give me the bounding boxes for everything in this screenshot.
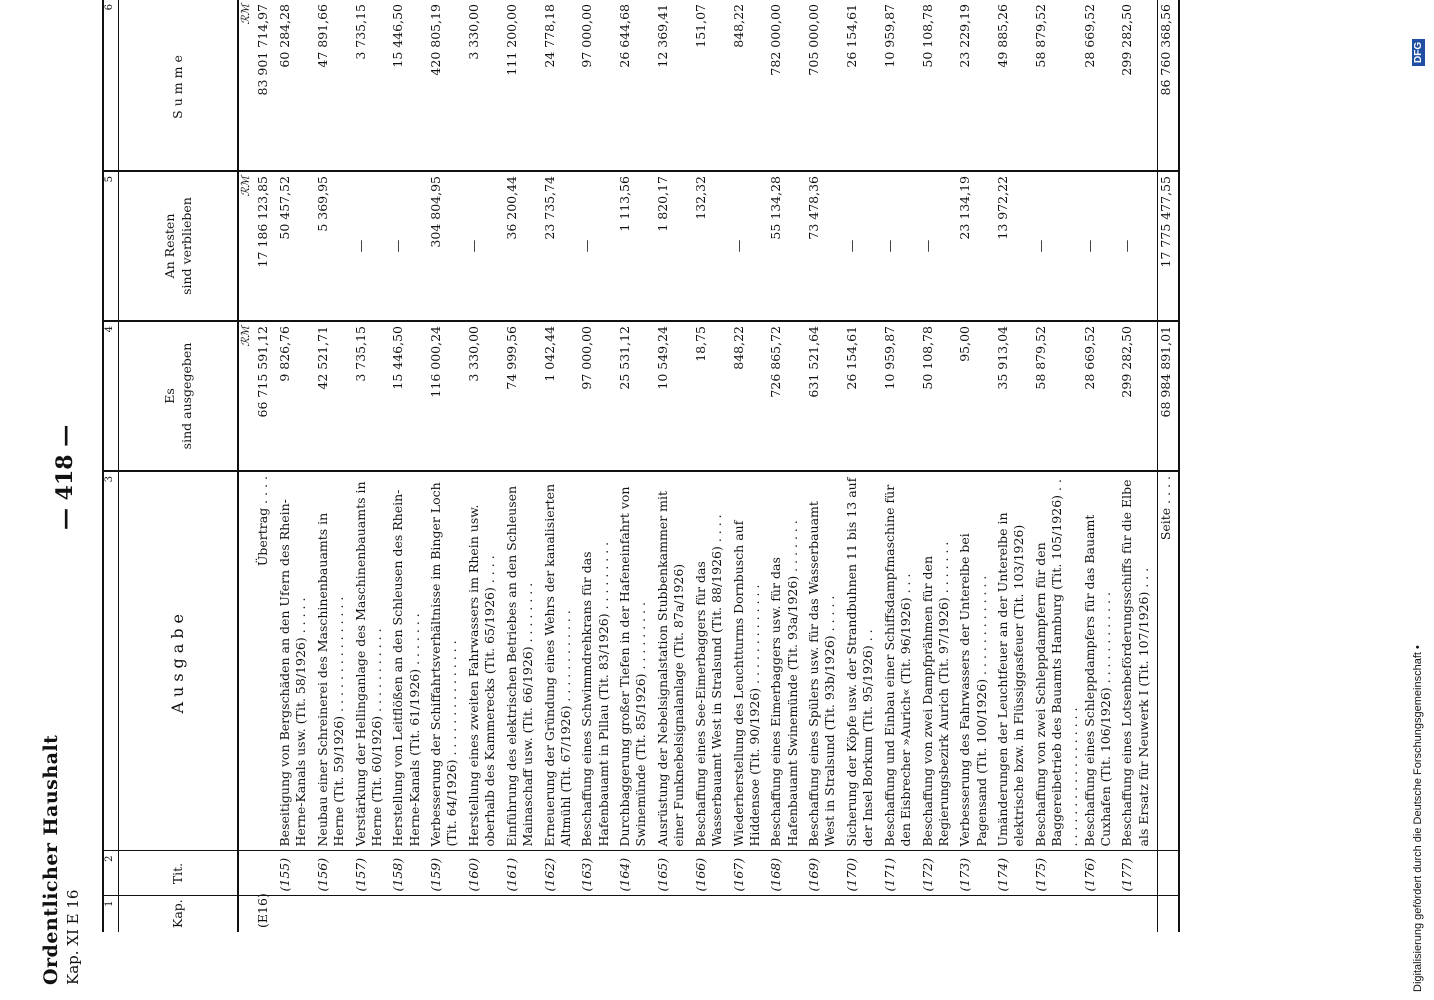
reste-cell: — (466, 171, 504, 321)
ausgabe-cell: Beseitigung von Bergschäden an den Ufern des Rhein-Herne-Kanals usw. (Tit. 58/1926) . . . . . (277, 471, 315, 851)
reste-cell: 36 200,44 (504, 171, 542, 321)
total-reste: 17 775 477,55 (1158, 171, 1180, 321)
ausgabe-cell: Verstärkung der Hellinganlage des Maschinenbauamts in Herne (Tit. 60/1926) . . . . . . . . . . . (353, 471, 391, 851)
table-row (1119, 0, 1157, 932)
header-summe: Summe (119, 0, 239, 171)
ausgegeben-cell: 50 108,78 (920, 321, 958, 471)
column-number: 4 (103, 321, 119, 471)
reste-cell: — (1119, 171, 1157, 321)
tit-cell: (164) (617, 851, 655, 896)
tit-cell: (161) (504, 851, 542, 896)
summe-cell: 111 200,00 (504, 0, 542, 171)
ausgabe-cell: Sicherung der Köpfe usw. der Strandbuhnen 11 bis 13 auf der Insel Borkum (Tit. 95/1926) . . (844, 471, 882, 851)
table-row (655, 0, 693, 932)
ausgabe-cell: Beschaffung eines Lotsenbeförderungsschiffs für die Elbe als Ersatz für Neuwerk I (Tit. 107/1926) . . . (1119, 471, 1157, 851)
rotated-document-page (40, 0, 1230, 1000)
table-row (693, 0, 731, 932)
ausgegeben-cell: 9 826,76 (277, 321, 315, 471)
reste-cell: 132,32 (693, 171, 731, 321)
sidebar-credit: Digitalisierung gefördert durch die Deutsche Forschungsgemeinschaft • (1412, 645, 1424, 992)
tit-cell: (160) (466, 851, 504, 896)
summe-cell: 705 000,00 (806, 0, 844, 171)
tit-cell: (165) (655, 851, 693, 896)
reste-cell: 1 113,56 (617, 171, 655, 321)
table-row (579, 0, 617, 932)
unit-label: ℛℳ (238, 171, 255, 321)
kap-cell (617, 896, 655, 932)
tit-cell: (155) (277, 851, 315, 896)
tit-cell: (158) (390, 851, 428, 896)
ausgabe-cell: Beschaffung eines See-Eimerbaggers für das Wasserbauamt West in Stralsund (Tit. 88/1926) . . . . (693, 471, 731, 851)
column-number: 3 (103, 471, 119, 851)
summe-cell: 28 669,52 (1082, 0, 1120, 171)
page-total-row (1158, 0, 1180, 932)
summe-cell: 58 879,52 (1033, 0, 1082, 171)
header-ausgegeben-line1: Es (161, 388, 177, 404)
reste-cell: — (731, 171, 769, 321)
tit-cell: (159) (428, 851, 466, 896)
summe-cell: 50 108,78 (920, 0, 958, 171)
ausgegeben-cell: 58 879,52 (1033, 321, 1082, 471)
ausgabe-cell: Neubau einer Schreinerei des Maschinenbauamts in Herne (Tit. 59/1926) . . . . . . . . . . . . . . . (315, 471, 353, 851)
tit-cell: (156) (315, 851, 353, 896)
summe-cell: 10 959,87 (882, 0, 920, 171)
document-header (40, 625, 110, 985)
total-ausgegeben: 68 984 891,01 (1158, 321, 1180, 471)
ausgegeben-cell: 10 549,24 (655, 321, 693, 471)
summe-cell: 49 885,26 (995, 0, 1033, 171)
kap-cell (1033, 896, 1082, 932)
table-row (617, 0, 655, 932)
reste-cell: — (882, 171, 920, 321)
reste-cell: 5 369,95 (315, 171, 353, 321)
table-row (504, 0, 542, 932)
ausgabe-cell: Ausrüstung der Nebelsignalstation Stubbenkammer mit einer Funknebelsignalanlage (Tit. 87a/1926) (655, 471, 693, 851)
reste-cell: 304 804,95 (428, 171, 466, 321)
header-subtitle: Kap. XI E 16 (64, 889, 82, 985)
table-row (806, 0, 844, 932)
tit-cell: (169) (806, 851, 844, 896)
ausgegeben-cell: 3 735,15 (353, 321, 391, 471)
column-number: 5 (103, 171, 119, 321)
column-number: 1 (103, 896, 119, 932)
reste-cell: 23 134,19 (957, 171, 995, 321)
ausgabe-cell: Erneuerung der Gründung eines Wehrs der kanalisierten Altmühl (Tit. 67/1926) . . . . . . . . . . . . (542, 471, 580, 851)
tit-cell: (173) (957, 851, 995, 896)
table-row (1033, 0, 1082, 932)
tit-cell: (168) (768, 851, 806, 896)
kap-cell (844, 896, 882, 932)
reste-cell: — (579, 171, 617, 321)
ausgabe-cell: Beschaffung eines Schwimmdrehkrans für das Hafenbauamt in Pillau (Tit. 83/1926) . . . . . . . . . (579, 471, 617, 851)
column-number: 2 (103, 851, 119, 896)
ausgegeben-cell: 35 913,04 (995, 321, 1033, 471)
ausgabe-cell: Durchbaggerung großer Tiefen in der Hafeneinfahrt von Swinemünde (Tit. 85/1926) . . . . . . . . . (617, 471, 655, 851)
table-row (882, 0, 920, 932)
ausgabe-cell: Herstellung eines zweiten Fahrwassers im Rhein usw. oberhalb des Kammerecks (Tit. 65/1926) . . . . (466, 471, 504, 851)
kap-cell (466, 896, 504, 932)
summe-cell: 151,07 (693, 0, 731, 171)
summe-cell: 420 805,19 (428, 0, 466, 171)
ausgegeben-cell: 74 999,56 (504, 321, 542, 471)
table-row (1082, 0, 1120, 932)
ausgegeben-cell: 15 446,50 (390, 321, 428, 471)
kap-cell (1082, 896, 1120, 932)
tit-cell (255, 851, 277, 896)
reste-cell: 50 457,52 (277, 171, 315, 321)
reste-cell: — (1033, 171, 1082, 321)
tit-cell: (157) (353, 851, 391, 896)
table-row (466, 0, 504, 932)
kap-cell (957, 896, 995, 932)
table-row (920, 0, 958, 932)
tit-cell: (167) (731, 851, 769, 896)
ausgegeben-cell: 848,22 (731, 321, 769, 471)
ausgabe-cell: Beschaffung eines Eimerbaggers usw. für das Hafenbauamt Swinemünde (Tit. 93a/1926) . . . . . . . (768, 471, 806, 851)
tit-cell: (171) (882, 851, 920, 896)
reste-cell: — (353, 171, 391, 321)
summe-cell: 26 154,61 (844, 0, 882, 171)
header-reste-line2: sind verblieben (179, 197, 194, 295)
summe-cell: 3 330,00 (466, 0, 504, 171)
reste-cell: — (920, 171, 958, 321)
ausgegeben-cell: 18,75 (693, 321, 731, 471)
reste-cell: 73 478,36 (806, 171, 844, 321)
kap-cell (995, 896, 1033, 932)
table-row (731, 0, 769, 932)
ausgabe-cell: Wiederherstellung des Leuchtturms Dornbusch auf Hiddensoe (Tit. 90/1926) . . . . . . . . . . . . . (731, 471, 769, 851)
ausgabe-cell: Einführung des elektrischen Betriebes an den Schleusen Mainaschaff usw. (Tit. 66/1926) . . . . . . . . (504, 471, 542, 851)
summe-cell: 299 282,50 (1119, 0, 1157, 171)
tit-cell: (166) (693, 851, 731, 896)
tit-cell: (175) (1033, 851, 1082, 896)
table-row (957, 0, 995, 932)
reste-cell: 55 134,28 (768, 171, 806, 321)
dfg-logo: DFG (1412, 39, 1425, 66)
summe-cell: 782 000,00 (768, 0, 806, 171)
header-ausgegeben (119, 321, 239, 471)
kap-cell (806, 896, 844, 932)
table-row (390, 0, 428, 932)
kap-cell (353, 896, 391, 932)
reste-cell: — (1082, 171, 1120, 321)
summe-cell: 26 644,68 (617, 0, 655, 171)
tit-cell: (176) (1082, 851, 1120, 896)
summe-cell: 848,22 (731, 0, 769, 171)
kap-cell: (E16) (255, 893, 270, 928)
ausgegeben-cell: 25 531,12 (617, 321, 655, 471)
summe-cell: 60 284,28 (277, 0, 315, 171)
table-row (995, 0, 1033, 932)
summe-cell: 15 446,50 (390, 0, 428, 171)
ausgabe-cell: Übertrag . . . . (255, 471, 277, 851)
kap-cell (315, 896, 353, 932)
kap-cell (920, 896, 958, 932)
tit-cell: (170) (844, 851, 882, 896)
ausgabe-cell: Herstellung von Leitflößen an den Schleusen des Rhein-Herne-Kanals (Tit. 61/1926) . . . . . . . (390, 471, 428, 851)
kap-cell (542, 896, 580, 932)
reste-cell: — (844, 171, 882, 321)
reste-cell: — (390, 171, 428, 321)
budget-table (102, 0, 1180, 932)
tit-cell: (162) (542, 851, 580, 896)
summe-cell: 23 229,19 (957, 0, 995, 171)
ausgegeben-cell: 3 330,00 (466, 321, 504, 471)
table-row (542, 0, 580, 932)
total-summe: 86 760 368,56 (1158, 0, 1180, 171)
reste-cell: 17 186 123,85 (255, 171, 277, 321)
kap-cell (428, 896, 466, 932)
reste-cell: 13 972,22 (995, 171, 1033, 321)
table-row (277, 0, 315, 932)
tit-cell: (172) (920, 851, 958, 896)
page-total-label: Seite . . . . (1158, 471, 1180, 851)
header-tit: Tit. (119, 851, 239, 896)
kap-cell (655, 896, 693, 932)
ausgegeben-cell: 1 042,44 (542, 321, 580, 471)
kap-cell (693, 896, 731, 932)
summe-cell: 97 000,00 (579, 0, 617, 171)
ausgegeben-cell: 299 282,50 (1119, 321, 1157, 471)
summe-cell: 83 901 714,97 (255, 0, 277, 171)
kap-cell (579, 896, 617, 932)
tit-cell: (177) (1119, 851, 1157, 896)
kap-cell (768, 896, 806, 932)
ausgabe-cell: Beschaffung eines Spülers usw. für das Wasserbauamt West in Stralsund (Tit. 93b/1926) . . . . . (806, 471, 844, 851)
reste-cell: 23 735,74 (542, 171, 580, 321)
unit-label: ℛℳ (238, 0, 255, 171)
kap-cell (1119, 896, 1157, 932)
ausgegeben-cell: 116 000,24 (428, 321, 466, 471)
ausgabe-cell: Verbesserung des Fahrwassers der Unterelbe bei Pagensand (Tit. 100/1926) . . . . . . . . . . . . . (957, 471, 995, 851)
header-kap: Kap. (119, 896, 239, 932)
table-row (315, 0, 353, 932)
table-row (353, 0, 391, 932)
ausgegeben-cell: 26 154,61 (844, 321, 882, 471)
table-row (255, 0, 277, 932)
ausgegeben-cell: 95,00 (957, 321, 995, 471)
ausgegeben-cell: 66 715 591,12 (255, 321, 277, 471)
header-reste (119, 171, 239, 321)
header-title: Ordentlicher Haushalt (40, 734, 62, 985)
ausgabe-cell: Beschaffung von zwei Dampfprähmen für den Regierungsbezirk Aurich (Tit. 97/1926) . . . . . . . (920, 471, 958, 851)
ausgabe-cell: Verbesserung der Schiffahrtsverhältnisse im Binger Loch (Tit. 64/1926) . . . . . . . . . . . . . . . (428, 471, 466, 851)
kap-cell (731, 896, 769, 932)
table-row (844, 0, 882, 932)
summe-cell: 12 369,41 (655, 0, 693, 171)
ausgabe-cell: Umänderungen der Leuchtfeuer an der Unterelbe in elektrische bzw. in Flüssiggasfeuer (Tit. 103/1926) (995, 471, 1033, 851)
header-ausgegeben-line2: sind ausgegeben (179, 342, 194, 450)
kap-cell (390, 896, 428, 932)
table-row (428, 0, 466, 932)
reste-cell: 1 820,17 (655, 171, 693, 321)
summe-cell: 24 778,18 (542, 0, 580, 171)
digitization-sidebar (1404, 0, 1434, 1000)
ausgegeben-cell: 28 669,52 (1082, 321, 1120, 471)
summe-cell: 47 891,66 (315, 0, 353, 171)
ausgabe-cell: Beschaffung eines Schleppdampfers für das Bauamt Cuxhafen (Tit. 106/1926) . . . . . . . . . . . . (1082, 471, 1120, 851)
kap-cell (882, 896, 920, 932)
header-ausgabe: Ausgabe (119, 471, 239, 851)
kap-cell (504, 896, 542, 932)
summe-cell: 3 735,15 (353, 0, 391, 171)
ausgegeben-cell: 10 959,87 (882, 321, 920, 471)
tit-cell: (174) (995, 851, 1033, 896)
ausgegeben-cell: 42 521,71 (315, 321, 353, 471)
tit-cell: (163) (579, 851, 617, 896)
ausgegeben-cell: 631 521,64 (806, 321, 844, 471)
table-row (768, 0, 806, 932)
ausgegeben-cell: 726 865,72 (768, 321, 806, 471)
page-number: — 418 — (52, 424, 78, 530)
unit-label: ℛℳ (238, 321, 255, 471)
column-number: 6 (103, 0, 119, 171)
ausgegeben-cell: 97 000,00 (579, 321, 617, 471)
kap-cell (277, 896, 315, 932)
ausgabe-cell: Beschaffung und Einbau einer Schiffsdampfmaschine für den Eisbrecher »Aurich« (Tit. 96/1926) . . . (882, 471, 920, 851)
header-reste-line1: An Resten (161, 213, 177, 279)
ausgabe-cell: Beschaffung von zwei Schleppdampfern für den Baggereibetrieb des Bauamts Hamburg (Tit. 105/1926) . . . . . . . . . . . . . . . . . . . . (1033, 471, 1082, 851)
